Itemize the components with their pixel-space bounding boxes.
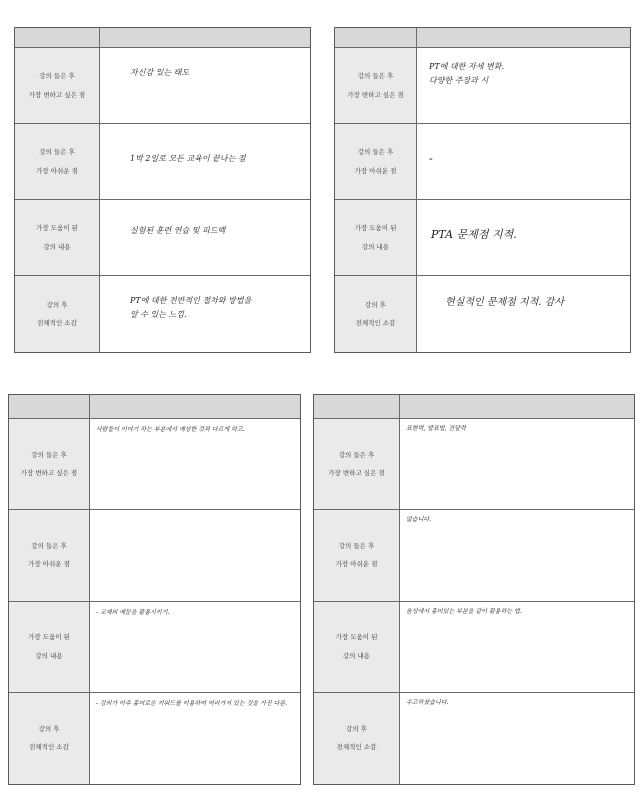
question-label-change (9, 419, 90, 510)
answer-regret: - (417, 124, 630, 200)
label-line: 강의 후 (346, 724, 367, 733)
question-label-helpful (15, 200, 100, 276)
question-label-regret (335, 124, 417, 200)
label-line: 전체적인 소감 (37, 319, 77, 327)
question-label-change (314, 419, 400, 510)
question-label-overall (314, 693, 400, 784)
question-label-overall (15, 276, 100, 352)
header-label-cell (335, 28, 417, 48)
label-line: 전체적인 소감 (336, 743, 377, 752)
label-line: 강의 들은 후 (39, 148, 75, 156)
label-line: 강의 내용 (43, 242, 71, 251)
header-answer-cell (100, 28, 310, 48)
label-line: 가장 아쉬운 점 (354, 166, 397, 175)
label-line: 가장 변하고 싶은 점 (28, 90, 86, 99)
answer-helpful: 음성에서 흥미있는 부분을 같이 활용하는 법. (400, 602, 634, 693)
feedback-form-2 (334, 27, 631, 353)
label-line: 강의 들은 후 (357, 72, 394, 80)
answer-helpful: PTA 문제점 지적. (417, 200, 630, 276)
answer-regret (90, 510, 300, 601)
label-line: 전체적인 소감 (355, 319, 396, 327)
label-line: 강의 내용 (35, 651, 63, 660)
header-label-cell (314, 395, 400, 419)
header-answer-cell (400, 395, 634, 419)
answer-overall: 현실적인 문제점 지적. 감사 (445, 297, 564, 308)
label-line: 가장 도움이 된 (354, 224, 397, 232)
label-line: 강의 내용 (342, 651, 371, 660)
label-line: 가장 도움이 된 (36, 224, 78, 232)
answer-regret: 1박 2일로 모든 교육이 끝나는 점 (100, 124, 310, 200)
label-line: 가장 도움이 된 (28, 633, 70, 642)
question-label-regret (314, 510, 400, 601)
answer-change: PT에 대한 자세 변화. 다양한 주장과 시 (417, 48, 630, 124)
answer-overall: - 강의가 아주 흥미로운 키워드를 이용하여 여러가지 있는 것을 가진 다른. (96, 699, 288, 707)
question-label-overall (9, 693, 90, 784)
answer-overall: PT에 대한 전반적인 절차와 방법을 알 수 있는 느낌. (130, 296, 252, 319)
label-line: 강의 후 (46, 300, 68, 309)
question-label-helpful (314, 602, 400, 693)
label-line: 강의 들은 후 (357, 148, 394, 156)
question-label-helpful (335, 200, 417, 276)
feedback-form-3 (8, 394, 301, 785)
label-line: 가장 아쉬운 점 (28, 560, 70, 569)
label-line: 강의 들은 후 (31, 450, 67, 459)
answer-change: 자신감 있는 태도 (100, 48, 310, 124)
question-label-regret (15, 124, 100, 200)
label-line: 가장 변하고 싶은 점 (347, 90, 404, 99)
label-line: 가장 아쉬운 점 (36, 166, 78, 175)
question-label-change (335, 48, 417, 124)
label-line: 가장 아쉬운 점 (335, 560, 378, 569)
label-line: 강의 내용 (361, 242, 390, 251)
label-line: 가장 도움이 된 (335, 633, 378, 642)
label-line: 강의 후 (365, 300, 386, 309)
label-line: 전체적인 소감 (29, 743, 69, 752)
label-line: 강의 들은 후 (39, 72, 75, 80)
header-label-cell (9, 395, 90, 419)
label-line: 강의 후 (38, 724, 60, 733)
label-line: 강의 들은 후 (338, 450, 375, 459)
label-line: 강의 들은 후 (338, 541, 375, 550)
answer-change: 사람들이 이야기 하는 부분에서 예상한 것과 다르게 하고. (90, 419, 300, 510)
header-answer-cell (90, 395, 300, 419)
feedback-form-1 (14, 27, 311, 353)
answer-overall: 수고하셨습니다. (406, 698, 449, 706)
question-label-regret (9, 510, 90, 601)
question-label-change (15, 48, 100, 124)
label-line: 가장 변하고 싶은 점 (20, 469, 78, 478)
answer-regret: 없습니다. (400, 510, 634, 601)
answer-change: 표현력, 발표법, 전달력 (400, 419, 634, 510)
label-line: 강의 들은 후 (31, 541, 67, 550)
answer-helpful: 실험된 훈련 연습 및 피드백 (100, 200, 310, 276)
feedback-form-4 (313, 394, 635, 785)
question-label-helpful (9, 602, 90, 693)
label-line: 가장 변하고 싶은 점 (328, 469, 385, 478)
header-answer-cell (417, 28, 630, 48)
question-label-overall (335, 276, 417, 352)
header-label-cell (15, 28, 100, 48)
answer-helpful: - 교재의 예문을 활용시키기. (90, 602, 300, 693)
